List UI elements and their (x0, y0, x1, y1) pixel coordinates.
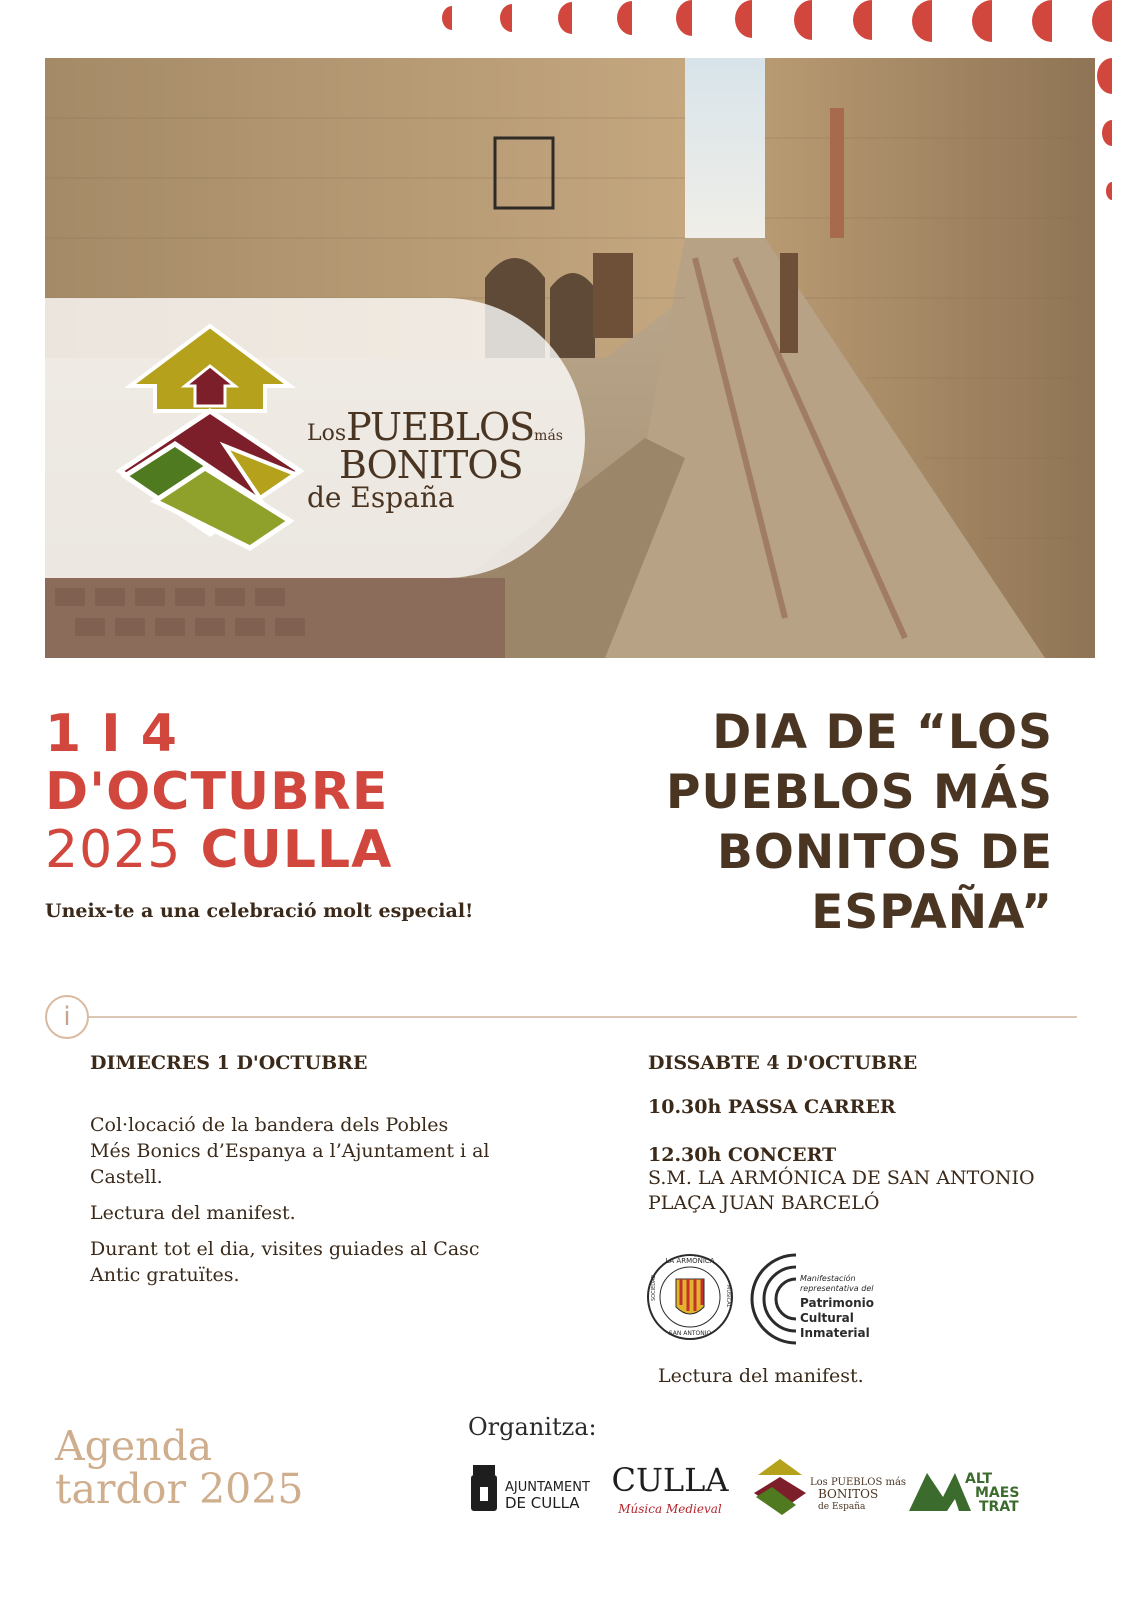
alt-maestrat-line-2: MAES (975, 1485, 1020, 1501)
town-crest-icon (471, 1465, 497, 1511)
musical-society-seal-icon (648, 1255, 732, 1339)
tagline: Uneix-te a una celebració molt especial! (45, 900, 474, 922)
day1-paragraph: Durant tot el dia, visites guiades al Casc Antic gratuïtes. (90, 1238, 480, 1286)
logo-pueblos: PUEBLOS (346, 405, 535, 449)
day1-paragraph: Lectura del manifest. (90, 1202, 296, 1224)
info-icon: i (45, 995, 89, 1039)
pueblos-bonitos-small-icon (754, 1459, 806, 1515)
title-line-3: BONITOS DE (717, 825, 1053, 880)
hero-photo (45, 58, 1095, 658)
sponsor-logos (465, 1455, 1065, 1525)
heritage-badge (752, 1255, 874, 1343)
event-date (45, 705, 495, 879)
date-year: 2025 (45, 820, 182, 880)
pueblos-bonitos-logo-icon (85, 326, 335, 556)
date-days: 1 I 4 (45, 704, 178, 764)
heritage-small-2: representativa del (800, 1284, 874, 1293)
ajuntament-line-1: AJUNTAMENT (505, 1480, 590, 1495)
alt-maestrat-mountain-icon (909, 1473, 971, 1511)
concert-band: S.M. LA ARMÓNICA DE SAN ANTONIO (648, 1167, 1035, 1189)
seal-left-text: SOCIEDAD (651, 1274, 657, 1301)
event-title (593, 703, 1053, 943)
pueblos-bonitos-small-logo (750, 1455, 907, 1525)
title-line-4: ESPAÑA” (811, 885, 1053, 940)
small-logo-line-3: de España (818, 1502, 866, 1512)
day2-event-concert: 12.30h CONCERT (648, 1144, 837, 1166)
concert-badges (648, 1245, 908, 1355)
small-logo-line-1: Los PUEBLOS más (810, 1477, 907, 1488)
seal-bottom-text: SAN ANTONIO (668, 1330, 712, 1337)
heritage-bold-2: Cultural (800, 1311, 854, 1325)
day2-event-parade: 10.30h PASSA CARRER (648, 1096, 896, 1118)
day2-reading: Lectura del manifest. (658, 1365, 864, 1387)
ajuntament-culla-logo (465, 1455, 595, 1525)
logo-de-espana: de España (307, 481, 455, 514)
section-divider (89, 1016, 1077, 1018)
title-line-1: DIA DE “LOS (712, 705, 1053, 760)
culla-musica-medieval-logo (611, 1455, 729, 1525)
logo-bonitos: BONITOS (339, 443, 523, 487)
small-logo-line-2: BONITOS (818, 1487, 879, 1501)
ajuntament-line-2: DE CULLA (505, 1494, 580, 1512)
agenda-line-2: tardor 2025 (55, 1465, 304, 1513)
day2-section (648, 1052, 1068, 1216)
day2-title: DISSABTE 4 D'OCTUBRE (648, 1052, 918, 1074)
seal-right-text: MUSICAL (725, 1285, 731, 1308)
date-place: CULLA (200, 820, 393, 880)
culla-title: CULLA (611, 1461, 729, 1499)
culla-subtitle: Música Medieval (618, 1502, 722, 1516)
heritage-small-1: Manifestación (800, 1274, 856, 1283)
organizers-label: Organitza: (468, 1413, 597, 1441)
alt-maestrat-logo (905, 1455, 1035, 1525)
date-month: D'OCTUBRE (45, 762, 389, 822)
concert-venue: PLAÇA JUAN BARCELÓ (648, 1192, 880, 1214)
heritage-bold-1: Patrimonio (800, 1296, 874, 1310)
alt-maestrat-line-1: ALT (965, 1471, 992, 1487)
day1-title: DIMECRES 1 D'OCTUBRE (90, 1052, 368, 1074)
title-line-2: PUEBLOS MÁS (666, 765, 1053, 820)
agenda-label (55, 1422, 304, 1513)
day1-paragraph: Col·locació de la bandera dels Pobles Més Bonics d’Espanya a l’Ajuntament i al Castell. (90, 1114, 490, 1188)
alt-maestrat-line-3: TRAT (979, 1499, 1019, 1515)
seal-top-text: LA ARMÓNICA (665, 1257, 715, 1265)
logo-mas: más (534, 428, 563, 444)
pueblos-bonitos-logo-text (307, 405, 607, 514)
day1-section (90, 1052, 490, 1298)
agenda-line-1: Agenda (55, 1422, 213, 1470)
logo-los: Los (307, 421, 347, 446)
heritage-bold-3: Inmaterial (800, 1326, 870, 1340)
